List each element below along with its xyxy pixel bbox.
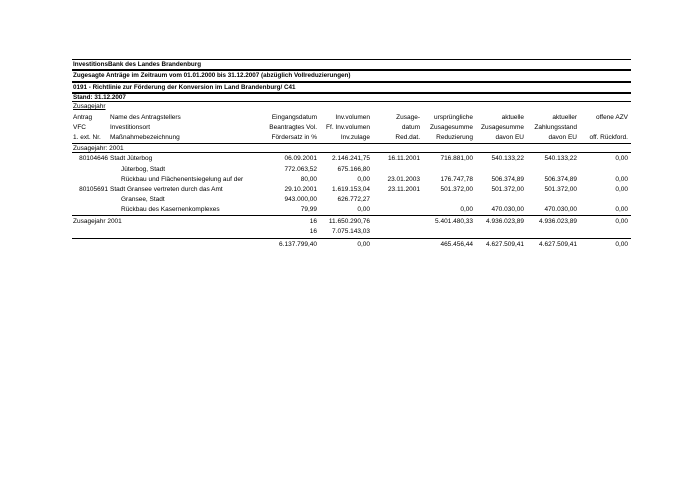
- cell-red-dat: 23.01.2003: [387, 176, 420, 183]
- cell-eu-2: 506.374,89: [544, 176, 577, 183]
- cell-reduzierung: 176.747,78: [440, 176, 473, 183]
- total-eu-1: 4.627.509,41: [486, 241, 524, 248]
- col-zusage-h1: Zusage-: [396, 114, 420, 121]
- cell-inv-zulage: 0,00: [357, 176, 370, 183]
- cell-inv: 1.619.153,04: [332, 186, 370, 193]
- header-top-rule: [72, 59, 631, 60]
- cell-foerdersatz: 79,99: [300, 206, 317, 213]
- header-rule-4: [72, 101, 631, 102]
- header-rule-3: [72, 92, 631, 94]
- col-aktuelle-h3: davon EU: [495, 134, 524, 141]
- total-inv-zulage: 0,00: [357, 241, 370, 248]
- summary-count: 16: [309, 218, 317, 225]
- cell-aktuelle: 540.133,22: [491, 155, 524, 162]
- cell-zahlung: 540.133,22: [544, 155, 577, 162]
- report-stand: Stand: 31.12.2007: [73, 94, 126, 101]
- total-rueckford: 0,00: [615, 241, 628, 248]
- cell-inv: 2.146.241,75: [332, 155, 370, 162]
- record-id: 80104646: [79, 155, 108, 162]
- col-eingang-h3: Fördersatz in %: [271, 134, 317, 141]
- investment-location: Gransee, Stadt: [121, 196, 165, 203]
- investment-location: Jüterbog, Stadt: [121, 166, 166, 173]
- col-zahlung-h2: Zahlungsstand: [534, 124, 577, 131]
- total-reduzierung: 465.456,44: [440, 241, 473, 248]
- totals-rule: [72, 238, 631, 239]
- group-title-rule: [72, 152, 631, 153]
- cell-beantragt: 943.000,00: [284, 196, 317, 203]
- cell-rueckford: 0,00: [615, 206, 628, 213]
- cell-beantragt: 772.063,52: [284, 166, 317, 173]
- cell-aktuelle: 501.372,00: [491, 186, 524, 193]
- col-eingang-h2: Beantragtes Vol.: [269, 124, 317, 131]
- cell-foerdersatz: 80,00: [300, 176, 317, 183]
- col-antrag-h2: VFC: [73, 124, 86, 131]
- column-group-label: Zusagejahr: [73, 103, 106, 110]
- summary-zahlung: 4.936.023,89: [539, 218, 577, 225]
- cell-eingang: 29.10.2001: [284, 186, 317, 193]
- cell-zahlung: 501.372,00: [544, 186, 577, 193]
- cell-eu-1: 470.030,00: [491, 206, 524, 213]
- col-urspr-h2: Zusagesumme: [430, 124, 473, 131]
- total-beantragt: 6.137.799,40: [279, 241, 317, 248]
- cell-urspr: 716.881,00: [440, 155, 473, 162]
- summary-inv: 11.650.290,76: [328, 218, 370, 225]
- summary-aktuelle: 4.936.023,89: [486, 218, 524, 225]
- col-urspr-h3: Reduzierung: [436, 134, 473, 141]
- cell-azv: 0,00: [615, 186, 628, 193]
- column-header-rule: [72, 143, 631, 144]
- measure-description: Rückbau des Kasernenkomplexes: [121, 206, 220, 213]
- cell-eingang: 06.09.2001: [284, 155, 317, 162]
- col-azv-h3: off. Rückford.: [589, 134, 628, 141]
- summary-count-2: 16: [309, 228, 317, 235]
- col-eingang-h1: Eingangsdatum: [271, 114, 317, 121]
- summary-azv: 0,00: [615, 218, 628, 225]
- cell-eu-1: 506.374,89: [491, 176, 524, 183]
- col-urspr-h1: ursprüngliche: [433, 114, 473, 121]
- cell-ff-inv: 626.772,27: [337, 196, 370, 203]
- cell-ff-inv: 675.166,80: [337, 166, 370, 173]
- total-eu-2: 4.627.509,41: [539, 241, 577, 248]
- cell-zusage: 23.11.2001: [387, 186, 420, 193]
- applicant-name: Stadt Gransee vertreten durch das Amt: [110, 186, 223, 193]
- col-antrag-h3: 1. ext. Nr.: [73, 134, 101, 141]
- group-summary-rule: [72, 215, 631, 216]
- col-azv-h1: offene AZV: [595, 114, 628, 121]
- record-id: 80105691: [79, 186, 108, 193]
- cell-azv: 0,00: [615, 155, 628, 162]
- header-rule-2: [72, 81, 631, 83]
- col-inv-h3: Inv.zulage: [340, 134, 370, 141]
- cell-eu-2: 470.030,00: [544, 206, 577, 213]
- col-aktuelle-h2: Zusagesumme: [481, 124, 524, 131]
- header-rule-1: [72, 69, 631, 71]
- col-zusage-h2: datum: [401, 124, 420, 131]
- col-zahlung-h3: davon EU: [548, 134, 577, 141]
- col-inv-h1: Inv.volumen: [335, 114, 370, 121]
- cell-inv-zulage: 0,00: [357, 206, 370, 213]
- report-institution: InvestitionsBank des Landes Brandenburg: [73, 61, 202, 68]
- col-name-h2: Investitionsort: [110, 124, 151, 131]
- col-aktuelle-h1: aktuelle: [501, 114, 524, 121]
- col-name-h3: Maßnahmebezeichnung: [110, 134, 180, 141]
- applicant-name: Stadt Jüterbog: [110, 155, 153, 162]
- col-zusage-h3: Red.dat.: [395, 134, 420, 141]
- col-name-h1: Name des Antragstellers: [110, 114, 181, 121]
- col-antrag-h1: Antrag: [73, 114, 93, 121]
- col-inv-h2: Ff. Inv.volumen: [326, 124, 370, 131]
- cell-reduzierung: 0,00: [460, 206, 473, 213]
- cell-zusage: 16.11.2001: [387, 155, 420, 162]
- cell-urspr: 501.372,00: [440, 186, 473, 193]
- summary-urspr: 5.401.480,33: [435, 218, 473, 225]
- cell-rueckford: 0,00: [615, 176, 628, 183]
- summary-label: Zusagejahr 2001: [73, 218, 122, 225]
- col-zahlung-h1: aktueller: [552, 114, 577, 121]
- summary-ff-inv: 7.075.143,03: [332, 228, 370, 235]
- group-title: Zusagejahr: 2001: [73, 145, 124, 152]
- report-title: Zugesagte Anträge im Zeitraum vom 01.01.2000 bis 31.12.2007 (abzüglich Vollreduzierungen): [73, 72, 351, 79]
- report-subtitle: 0191 - Richtlinie zur Förderung der Konversion im Land Brandenburg/ C41: [73, 84, 296, 91]
- measure-description: Rückbau und Flächenentsiegelung auf der: [121, 176, 244, 183]
